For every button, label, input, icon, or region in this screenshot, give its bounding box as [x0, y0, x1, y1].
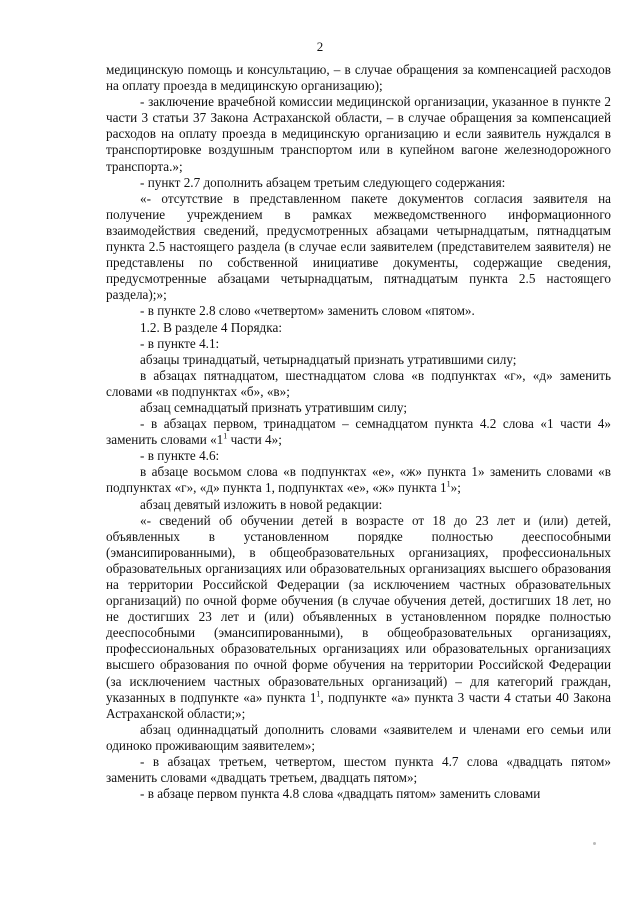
paragraph-text: «- отсутствие в представленном пакете документов согласия заявителя на получение учреждением в рамках межведомственного информационного взаимодействия сведений, предусмотренных абзацами четырнадцатым, пятнадцатым пункта 2.5 настоящего раздела (в случае если заявителем (представителем заявителя) не представлены по собственной инициативе документы, содержащие сведения, предусмотренные абзацами четырнадцатым, пятнадцатым пункта 2.5 настоящего раздела);»;: [106, 190, 611, 303]
paragraph: [106, 320, 611, 336]
paragraph-text: абзац одиннадцатый дополнить словами «заявителем и членами его семьи или одиноко проживающим заявителем»;: [106, 721, 611, 753]
paragraph-text: медицинскую помощь и консультацию, – в случае обращения за компенсацией расходов на оплату проезда в медицинскую организацию);: [106, 62, 611, 94]
superscript: 1: [316, 689, 321, 699]
paragraph: [106, 786, 611, 802]
paragraph: [106, 336, 611, 352]
paragraph: [106, 400, 611, 416]
paragraph-text: - в пункте 4.1:: [140, 335, 220, 351]
paragraph-text: - в пункте 2.8 слово «четвертом» заменить словом «пятом».: [140, 303, 475, 319]
document-body: [106, 62, 611, 802]
superscript: 1: [446, 480, 451, 490]
superscript: 1: [223, 431, 228, 441]
paragraph: [106, 722, 611, 754]
paragraph-text-tail: , подпункте «а» пункта 3 части 4 статьи 40 Закона Астраханской области;»;: [106, 689, 611, 721]
paragraph: [106, 368, 611, 400]
page-number: 2: [316, 39, 324, 54]
paragraph: [106, 191, 611, 304]
paragraph-text-tail: »;: [450, 480, 461, 496]
paragraph-text: - в абзацах первом, тринадцатом – семнадцатом пункта 4.2 слова «1 части 4» заменить словами «1: [106, 416, 611, 448]
paragraph-text: - заключение врачебной комиссии медицинской организации, указанное в пункте 2 части 3 статьи 37 Закона Астраханской области, – в случае обращения за компенсацией расходов на оплату проезда в медицинскую организацию и если заявитель нуждался в транспортировке воздушным транспортом или в купейном вагоне железнодорожного транспорта.»;: [106, 94, 611, 174]
paragraph-text: в абзацах пятнадцатом, шестнадцатом слова «в подпунктах «г», «д» заменить словами «в подпунктах «б», «в»;: [106, 367, 611, 399]
paragraph: [106, 62, 611, 94]
paragraph-text: - в абзацах третьем, четвертом, шестом пункта 4.7 слова «двадцать пятом» заменить словами «двадцать третьем, двадцать пятом»;: [106, 754, 611, 786]
paragraph-text: - в абзаце первом пункта 4.8 слова «двадцать пятом» заменить словами: [140, 786, 541, 802]
paragraph: [106, 303, 611, 319]
paragraph: [106, 416, 611, 448]
paragraph: [106, 352, 611, 368]
paragraph-text: «- сведений об обучении детей в возрасте от 18 до 23 лет и (или) детей, объявленных в установленном порядке полностью дееспособными (эмансипированными), в общеобразовательных организациях, профессиональных образовательных организациях или образовательных организациях высшего образования на территории Российской Федерации (за исключением частных образовательных организаций) по очной форме обучения (в случае обучения детей, достигших 18 лет, но не достигших 23 лет и (или) объявленных в установленном порядке полностью дееспособными (эмансипированными), в общеобразовательных организациях, профессиональных образовательных организациях или образовательных организациях высшего образования по очной форме обучения на территории Российской Федерации (за исключением частных образовательных организаций) – для категорий граждан, указанных в подпункте «а» пункта 1: [106, 512, 611, 705]
paragraph: [106, 175, 611, 191]
paragraph-text: абзацы тринадцатый, четырнадцатый признать утратившими силу;: [140, 351, 517, 367]
paragraph-text: абзац семнадцатый признать утратившим силу;: [140, 399, 408, 415]
paragraph: [106, 754, 611, 786]
paragraph: [106, 513, 611, 722]
scan-artifact: [593, 842, 596, 845]
paragraph-text: в абзаце восьмом слова «в подпунктах «е», «ж» пункта 1» заменить словами «в подпунктах «г», «д» пункта 1, подпунктах «е», «ж» пункта 1: [106, 464, 611, 496]
paragraph: [106, 497, 611, 513]
paragraph: [106, 94, 611, 174]
paragraph-text: 1.2. В разделе 4 Порядка:: [140, 319, 282, 335]
paragraph-text-tail: части 4»;: [227, 432, 282, 448]
paragraph: [106, 448, 611, 464]
paragraph: [106, 464, 611, 496]
paragraph-text: - пункт 2.7 дополнить абзацем третьим следующего содержания:: [140, 174, 506, 190]
paragraph-text: - в пункте 4.6:: [140, 448, 220, 464]
paragraph-text: абзац девятый изложить в новой редакции:: [140, 496, 383, 512]
